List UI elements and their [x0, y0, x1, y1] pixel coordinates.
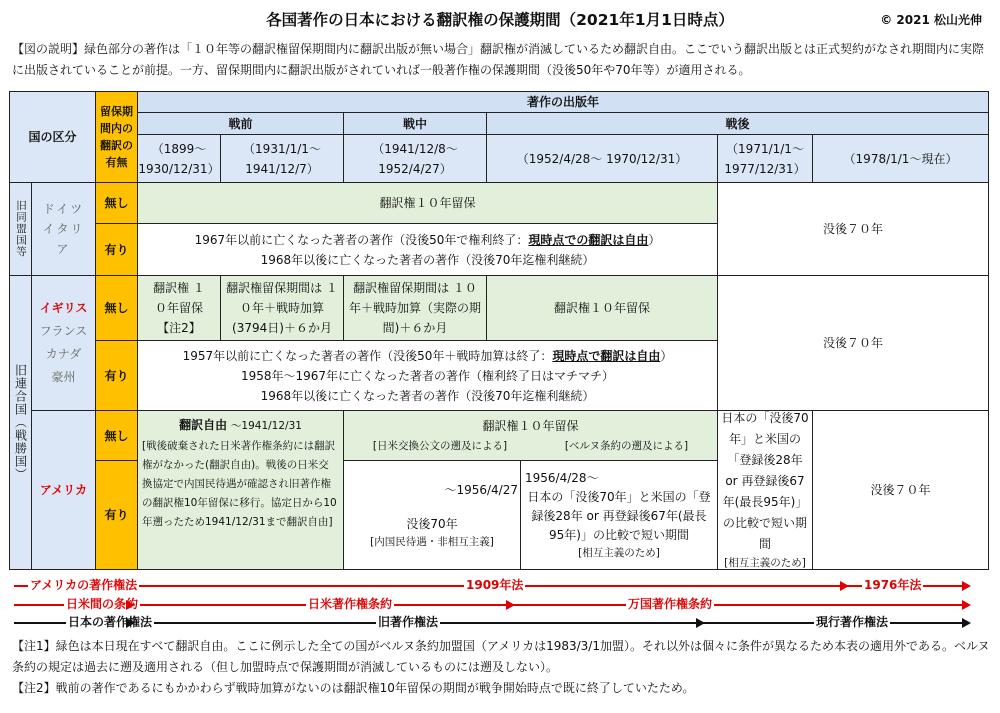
label-treaty1: 日米著作権条約 [308, 597, 393, 611]
label-treaty: 日米間の条約 [66, 597, 139, 611]
allied-yes-line2: 1958年～1967年に亡くなった著者の著作（権利終了日はマチマチ） [240, 368, 615, 383]
note-2: 【注2】戦前の著作であるにもかかわらず戦時加算がないのは翻訳権10年留保の期間が戦争開始時点で既に終了していたため。 [12, 681, 695, 695]
page-title: 各国著作の日本における翻訳権の保護期間（2021年1月1日時点） [266, 11, 734, 29]
group-allied: 旧連合国（戦勝国） [9, 275, 32, 570]
allied-none-p3: 翻訳権留保期間は １０年＋戦時加算（実際の期間)＋６か月 [343, 275, 487, 341]
label-us-law: アメリカの著作権法 [30, 578, 138, 592]
usa-free-note: [戦後破棄された日米著作権条約には翻訳権がなかった(翻訳自由)。戦後の日米交換協定で内国民待遇が確認され旧著作権の翻訳権10年留保に移行。協定日から10年遡ったため1941/12/31まで翻訳自由] [142, 440, 337, 528]
header-period-2: （1931/1/1～ 1941/12/7） [220, 134, 344, 183]
allied-none-p4: 翻訳権１０年留保 [486, 275, 718, 341]
axis-none-cell: 翻訳権１０年留保 [137, 182, 718, 224]
label-jp-law: 日本の著作権法 [68, 615, 153, 629]
usa-yes-right-note: [相互主義のため] [578, 547, 660, 559]
allied-yes-line3: 1968年以後に亡くなった著者の著作（没後70年迄権利継続） [260, 388, 595, 403]
usa-yes-mid-cell [343, 460, 521, 570]
header-country-class: 国の区分 [9, 91, 96, 183]
allied-yes-line1: 1957年以前に亡くなった著者の著作（没後50年＋戦時加算は終了：現時点で翻訳は自由） [182, 348, 673, 363]
header-period-3: （1941/12/8～ 1952/4/27） [343, 134, 487, 183]
axis-life70-cell: 没後７０年 [717, 182, 989, 276]
header-wartime: 戦中 [343, 112, 487, 135]
country-uk: イギリス [39, 301, 88, 315]
header-pub-year: 著作の出版年 [137, 91, 989, 113]
header-period-5: （1971/1/1～ 1977/12/31） [717, 134, 813, 183]
country-usa: アメリカ [31, 410, 96, 570]
usa-yes-right-date: 1956/4/28～ [525, 471, 599, 485]
usa-yes-mid-text: 没後70年 [406, 516, 458, 531]
label-old-law: 旧著作権法 [378, 615, 439, 629]
label-new-law: 現行著作権法 [816, 615, 889, 629]
label-law1909: 1909年法 [466, 578, 524, 592]
usa-free-cell [137, 410, 344, 570]
usa-reserve-notes: [日米交換公文の遡及による] [ベルヌ条約の遡及による] [372, 439, 689, 452]
usa-reserve-title: 翻訳権１０年留保 [482, 418, 579, 433]
description: 【図の説明】緑色部分の著作は「１０年等の翻訳権留保期間内に翻訳出版が無い場合」翻訳権が消滅しているため翻訳自由。ここでいう翻訳出版とは正式契約がなされ期間内に実際に出版されていることが前提。一方、留保期間内に翻訳出版がされていれば一般著作権の保護期間（没後50年や70年等）が適用される。 [12, 42, 985, 77]
usa-yes-mid-date: ～1956/4/27 [444, 482, 518, 497]
protection-table [9, 91, 989, 570]
allied-yes-label: 有り [95, 340, 138, 411]
allied-none-p2: 翻訳権留保期間は １０年＋戦時加算 (3794日)＋６か月 [220, 275, 344, 341]
note-1: 【注1】緑色は本日現在すべて翻訳自由。ここに例示した全ての国がベルヌ条約加盟国（アメリカは1983/3/1加盟）。それ以外は個々に条件が異なるため本表の適用外である。ベルヌ条約の規定は過去に遡及適用される（但し加盟時点で保護期間が消滅しているものには遡及しない）。 [12, 639, 990, 674]
axis-none-label: 無し [95, 182, 138, 224]
label-law1976: 1976年法 [864, 578, 922, 592]
usa-p5-note: [相互主義のため] [724, 557, 806, 569]
header-prewar: 戦前 [137, 112, 344, 135]
usa-yes-right-text: 日本の「没後70年」と米国の「登録後28年 or 再登録後67年(最長95年)」の比較で短い期間 [527, 490, 711, 542]
axis-yes-line2: 1968年以後に亡くなった著者の著作（没後70年迄権利継続） [260, 252, 595, 267]
usa-yes-mid-note: [内国民待遇・非相互主義] [370, 535, 494, 548]
notes [12, 636, 992, 699]
header-reservation: 留保期間内の翻訳の有無 [95, 91, 138, 183]
usa-yes-right-cell [520, 460, 718, 570]
country-france: フランス [39, 324, 88, 338]
countries-axis: ドイツ イタリア [31, 182, 96, 276]
axis-yes-label: 有り [95, 223, 138, 276]
allied-life70-cell: 没後７０年 [717, 275, 989, 411]
header-period-4: （1952/4/28～ 1970/12/31） [486, 134, 718, 183]
group-axis: 旧同盟国等 [9, 182, 32, 276]
header-period-1: （1899～ 1930/12/31） [137, 134, 221, 183]
header-period-6: （1978/1/1～現在） [812, 134, 989, 183]
copyright: © 2021 松山光伸 [880, 13, 982, 27]
usa-none-label: 無し [95, 410, 138, 461]
label-treaty2: 万国著作権条約 [628, 597, 713, 611]
country-australia: 豪州 [51, 370, 76, 384]
countries-allied [31, 275, 96, 411]
usa-yes-label: 有り [95, 460, 138, 570]
allied-yes-cell [137, 340, 718, 411]
usa-p5-cell [717, 410, 813, 570]
usa-reserve-cell [343, 410, 718, 461]
axis-yes-cell [137, 223, 718, 276]
usa-p5-text: 日本の「没後70年」と米国の「登録後28年 or 再登録後67年(最長95年)」の比較で短い期間 [721, 411, 809, 551]
country-canada: カナダ [45, 347, 82, 361]
usa-life70-cell: 没後７０年 [812, 410, 989, 570]
axis-yes-line1: 1967年以前に亡くなった著者の著作（没後50年で権利終了：現時点での翻訳は自由） [194, 232, 661, 247]
allied-none-p1: 翻訳権 １０年留保 【注2】 [137, 275, 221, 341]
allied-none-label: 無し [95, 275, 138, 341]
usa-free-heading: 翻訳自由 ～1941/12/31 [179, 418, 302, 432]
header-postwar: 戦後 [486, 112, 989, 135]
